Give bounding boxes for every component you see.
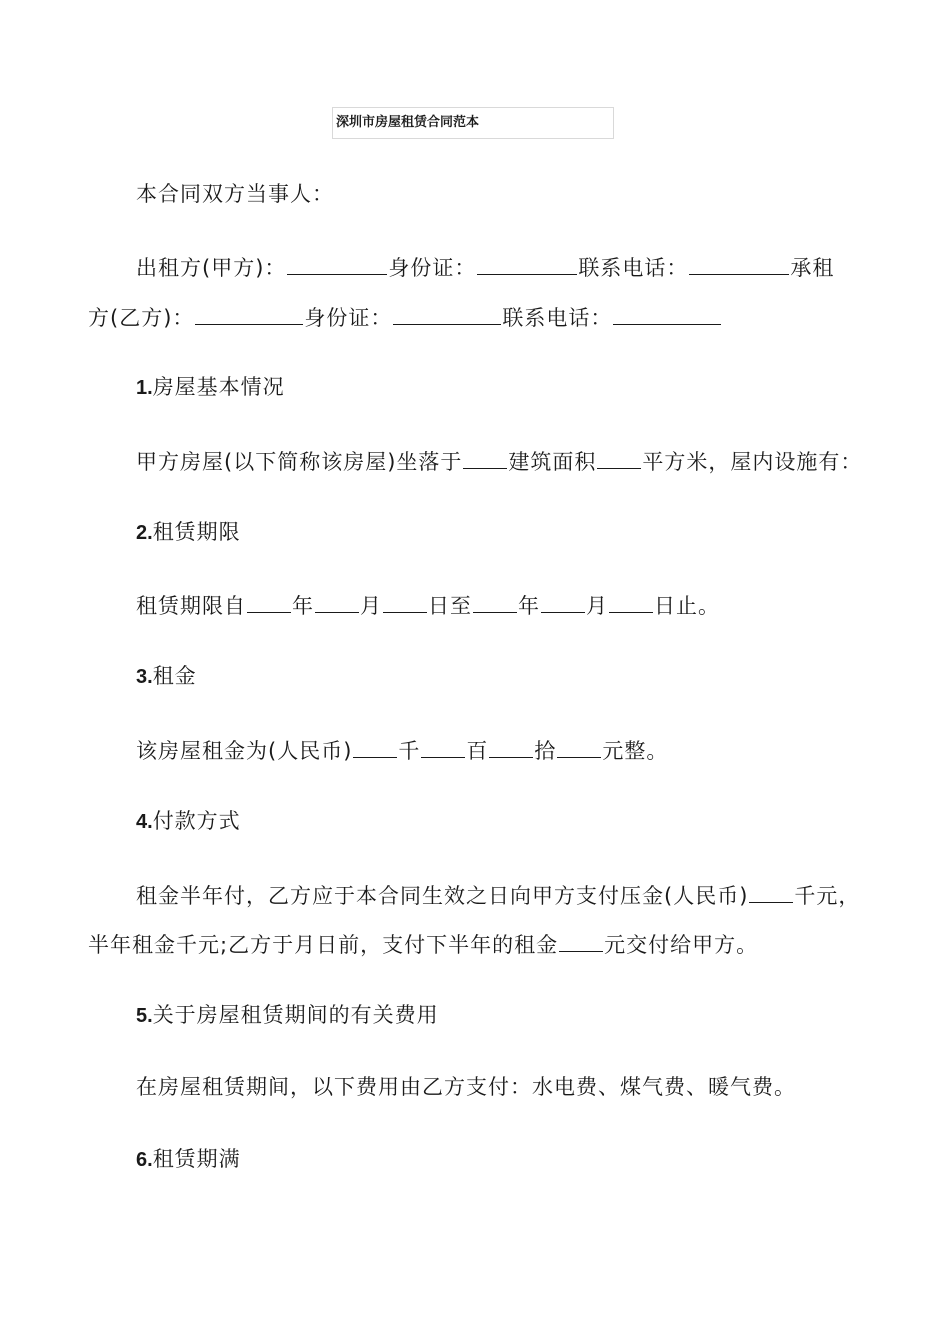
fees-line: 在房屋租赁期间，以下费用由乙方支付：水电费、煤气费、暖气费。 bbox=[136, 1075, 796, 1099]
section-number: 6. bbox=[136, 1149, 153, 1171]
end-day-blank bbox=[609, 590, 653, 613]
rent-ten: 拾 bbox=[534, 739, 557, 763]
lessor-label: 出租方(甲方)： bbox=[136, 256, 287, 280]
start-month-blank bbox=[315, 590, 359, 613]
section-title: 租金 bbox=[152, 664, 197, 688]
lessee-name-blank bbox=[195, 302, 303, 325]
lessor-phone-label: 联系电话： bbox=[578, 256, 689, 280]
document-title: 深圳市房屋租赁合同范本 bbox=[332, 107, 614, 139]
ten-blank bbox=[489, 735, 533, 758]
term-year: 年 bbox=[292, 594, 314, 618]
rent-text-1: 该房屋租金为(人民币) bbox=[136, 739, 353, 763]
term-month-2: 月 bbox=[586, 594, 608, 618]
payment-text-2: 千元， bbox=[794, 884, 861, 908]
lessor-id-blank bbox=[477, 252, 577, 275]
lessor-id-label: 身份证： bbox=[388, 256, 477, 280]
start-day-blank bbox=[383, 590, 427, 613]
rent-thousand: 千 bbox=[398, 739, 421, 763]
section-heading-6 bbox=[136, 1145, 241, 1174]
lessee-label-part1: 承租 bbox=[790, 256, 835, 280]
house-text-2: 建筑面积 bbox=[508, 450, 597, 474]
location-blank bbox=[463, 446, 507, 469]
section-title: 关于房屋租赁期间的有关费用 bbox=[152, 1003, 439, 1027]
section-heading-2 bbox=[136, 518, 241, 547]
section-number: 1. bbox=[136, 377, 153, 399]
payment-line-2 bbox=[88, 929, 758, 959]
payment-line-1 bbox=[136, 880, 860, 910]
section-title: 房屋基本情况 bbox=[152, 375, 285, 399]
section-heading-5 bbox=[136, 1001, 439, 1030]
lessee-id-blank bbox=[393, 302, 501, 325]
deposit-blank bbox=[749, 880, 793, 903]
term-day-to: 日至 bbox=[428, 594, 472, 618]
yuan-blank bbox=[557, 735, 601, 758]
end-year-blank bbox=[473, 590, 517, 613]
term-month: 月 bbox=[360, 594, 382, 618]
lessee-id-label: 身份证： bbox=[304, 306, 393, 330]
payment-text-4: 元交付给甲方。 bbox=[604, 933, 759, 957]
lessee-label-part2: 方(乙方)： bbox=[88, 306, 195, 330]
next-rent-blank bbox=[559, 929, 603, 952]
thousand-blank bbox=[353, 735, 397, 758]
section-title: 租赁期限 bbox=[152, 520, 241, 544]
section-number: 3. bbox=[136, 666, 153, 688]
hundred-blank bbox=[421, 735, 465, 758]
term-day-end: 日止。 bbox=[654, 594, 720, 618]
payment-text-1: 租金半年付，乙方应于本合同生效之日向甲方支付压金(人民币) bbox=[136, 884, 749, 908]
end-month-blank bbox=[541, 590, 585, 613]
rent-line bbox=[136, 735, 668, 765]
lessor-name-blank bbox=[287, 252, 387, 275]
house-line bbox=[136, 446, 862, 476]
section-number: 4. bbox=[136, 811, 153, 833]
term-year-2: 年 bbox=[518, 594, 540, 618]
lessee-phone-blank bbox=[613, 302, 721, 325]
lessee-phone-label: 联系电话： bbox=[502, 306, 613, 330]
term-line bbox=[136, 590, 720, 620]
section-heading-1 bbox=[136, 373, 285, 402]
payment-text-3: 半年租金千元;乙方于月日前，支付下半年的租金 bbox=[88, 933, 559, 957]
area-blank bbox=[597, 446, 641, 469]
section-number: 2. bbox=[136, 522, 153, 544]
section-heading-4 bbox=[136, 807, 241, 836]
section-heading-3 bbox=[136, 662, 197, 691]
lessor-phone-blank bbox=[689, 252, 789, 275]
house-text-1: 甲方房屋(以下简称该房屋)坐落于 bbox=[136, 450, 463, 474]
parties-line-2 bbox=[88, 302, 722, 332]
house-text-3: 平方米，屋内设施有： bbox=[642, 450, 863, 474]
rent-end: 元整。 bbox=[602, 739, 669, 763]
term-text-1: 租赁期限自 bbox=[136, 594, 246, 618]
parties-line-1 bbox=[136, 252, 834, 282]
section-title: 付款方式 bbox=[152, 809, 241, 833]
section-number: 5. bbox=[136, 1005, 153, 1027]
start-year-blank bbox=[247, 590, 291, 613]
rent-hundred: 百 bbox=[466, 739, 489, 763]
section-title: 租赁期满 bbox=[152, 1147, 241, 1171]
intro-line: 本合同双方当事人： bbox=[136, 182, 334, 206]
